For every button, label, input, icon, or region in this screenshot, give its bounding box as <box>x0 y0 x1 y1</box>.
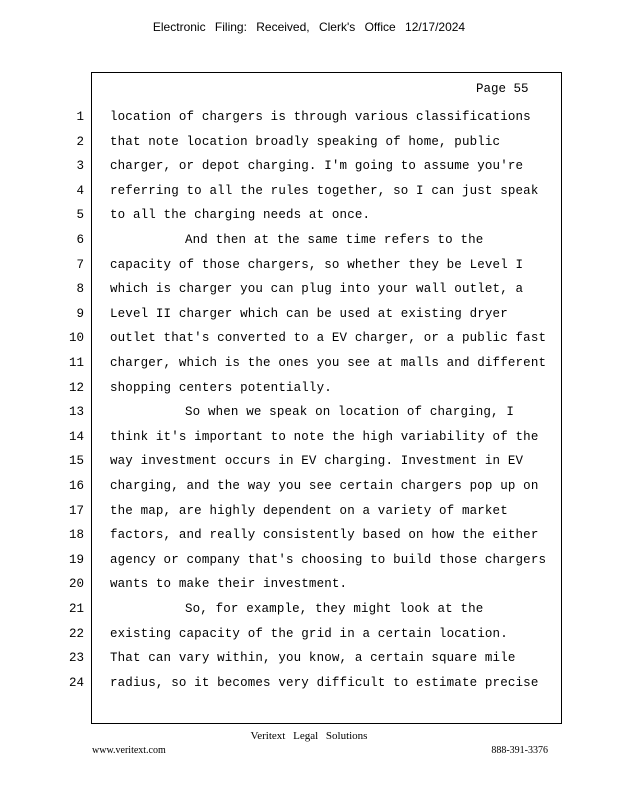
line-text: shopping centers potentially. <box>110 380 332 395</box>
line-text: factors, and really consistently based on how the either <box>110 528 539 543</box>
transcript-line <box>0 504 618 529</box>
line-number: 24 <box>68 675 84 690</box>
transcript-line <box>0 307 618 332</box>
line-text: that note location broadly speaking of home, public <box>110 134 501 149</box>
line-number: 11 <box>68 356 84 370</box>
line-number: 20 <box>68 577 84 592</box>
transcript-line <box>0 258 618 283</box>
line-text: Level II charger which can be used at existing dryer <box>110 306 508 321</box>
line-number: 12 <box>68 380 84 395</box>
line-number: 22 <box>68 626 84 641</box>
transcript-line <box>0 135 618 160</box>
line-text: location of chargers is through various classifications <box>110 110 531 124</box>
line-text: existing capacity of the grid in a certain location. <box>110 626 508 641</box>
line-text: way investment occurs in EV charging. Investment in EV <box>110 454 524 469</box>
transcript-line <box>0 676 618 701</box>
line-text: charger, or depot charging. I'm going to assume you're <box>110 159 524 174</box>
line-text: capacity of those chargers, so whether they be Level I <box>110 257 524 272</box>
transcript-line <box>0 528 618 553</box>
line-number: 16 <box>68 479 84 493</box>
line-text: So, for example, they might look at the <box>185 602 484 616</box>
transcript-line <box>0 208 618 233</box>
transcript-line <box>0 627 618 652</box>
filing-stamp: Electronic Filing: Received, Clerk's Office 12/17/2024 <box>152 20 466 34</box>
line-number: 3 <box>76 159 84 174</box>
line-text: That can vary within, you know, a certain square mile <box>110 651 516 666</box>
transcript-line <box>0 233 618 258</box>
line-text: radius, so it becomes very difficult to estimate precise <box>110 675 539 690</box>
transcript-line <box>0 405 618 430</box>
line-number: 18 <box>68 528 84 543</box>
line-number: 4 <box>76 183 84 198</box>
transcript-line <box>0 282 618 307</box>
line-text: outlet that's converted to a EV charger, or a public fast <box>110 331 547 346</box>
transcript-line <box>0 331 618 356</box>
transcript-line <box>0 577 618 602</box>
line-text: wants to make their investment. <box>110 577 348 592</box>
line-text: So when we speak on location of charging, I <box>185 405 515 420</box>
footer-company: Veritext Legal Solutions <box>250 730 368 742</box>
line-number: 2 <box>76 134 84 149</box>
line-text: the map, are highly dependent on a variety of market <box>110 503 508 518</box>
line-number: 15 <box>68 454 84 469</box>
transcript-line <box>0 381 618 406</box>
transcript-line <box>0 184 618 209</box>
footer-phone: 888-391-3376 <box>491 745 548 756</box>
transcript-line <box>0 651 618 676</box>
line-number: 1 <box>76 110 84 124</box>
transcript-line <box>0 356 618 381</box>
line-text: to all the charging needs at once. <box>110 208 371 223</box>
line-number: 17 <box>68 503 84 518</box>
line-text: charger, which is the ones you see at malls and different <box>110 356 547 370</box>
transcript-line <box>0 159 618 184</box>
footer-website: www.veritext.com <box>92 745 166 756</box>
line-number: 5 <box>76 208 84 223</box>
line-number: 23 <box>68 651 84 666</box>
line-text: which is charger you can plug into your wall outlet, a <box>110 282 524 297</box>
line-number: 9 <box>76 306 84 321</box>
line-text: And then at the same time refers to the <box>185 233 484 247</box>
line-number: 14 <box>68 429 84 444</box>
line-number: 6 <box>76 233 84 247</box>
line-text: agency or company that's choosing to build those chargers <box>110 552 547 567</box>
transcript-line <box>0 430 618 455</box>
line-text: referring to all the rules together, so I can just speak <box>110 183 539 198</box>
transcript-line <box>0 110 618 135</box>
line-number: 8 <box>76 282 84 297</box>
line-number: 13 <box>68 405 84 420</box>
transcript-line <box>0 553 618 578</box>
line-number: 10 <box>68 331 84 346</box>
line-number: 21 <box>68 602 84 616</box>
line-text: charging, and the way you see certain chargers pop up on <box>110 479 539 493</box>
page-number: Page 55 <box>476 82 529 96</box>
transcript-line <box>0 602 618 627</box>
line-number: 7 <box>76 257 84 272</box>
line-text: think it's important to note the high variability of the <box>110 429 539 444</box>
transcript-line <box>0 454 618 479</box>
line-number: 19 <box>68 552 84 567</box>
transcript-line <box>0 479 618 504</box>
